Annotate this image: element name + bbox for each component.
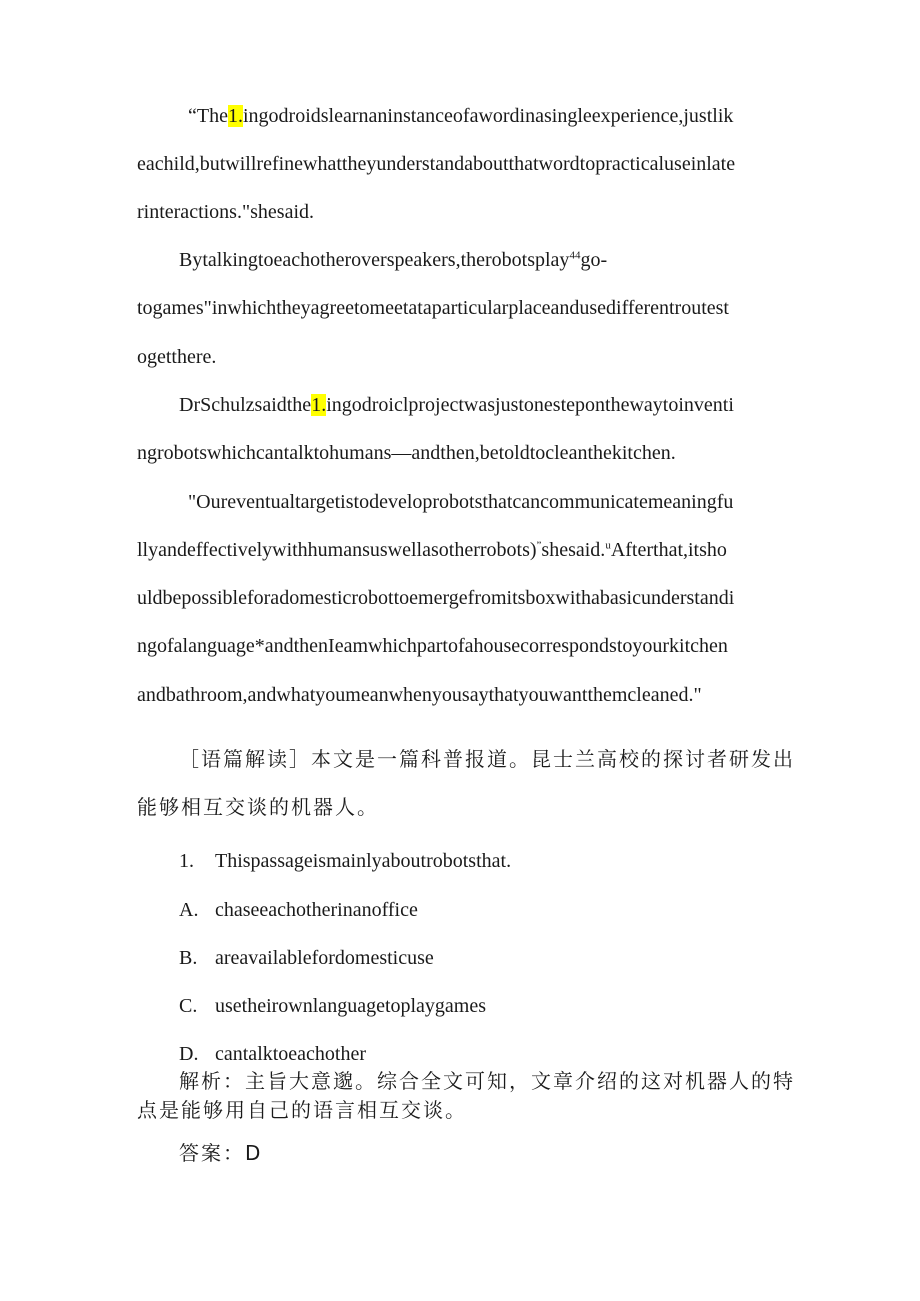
question-stem: 1. Thispassageismainlyaboutrobotsthat. (179, 850, 512, 872)
option-b: B. areavailablefordomesticuse (179, 947, 434, 969)
passage-p1-line3: rinteractions."shesaid. (137, 201, 315, 223)
passage-p4-line4: ngofalanguage*andthenIeamwhichpartofahousecorrespondstoyourkitchen (137, 635, 728, 657)
passage-p4-line2: llyandeffectivelywithhumansuswellasotherrobots)”shesaid.$^u$Afterthat,itsho (137, 539, 727, 561)
passage-p3-line1: DrSchulzsaidthe1.ingodroiclprojectwasjustonesteponthewaytoinventi (179, 394, 734, 416)
passage-p2-line1: Bytalkingtoeachotheroverspeakers,therobotsplay$^{44}$go- (179, 249, 608, 271)
answer-line: 答案：D (179, 1141, 263, 1165)
interpretation-line2: 能够相互交谈的机器人。 (137, 795, 379, 819)
passage-p4-line5: andbathroom,andwhatyoumeanwhenyousaythatyouwantthemcleaned." (137, 684, 702, 706)
passage-p2-line2: togames"inwhichtheyagreetomeetataparticularplaceandusedifferentroutest (137, 297, 729, 319)
passage-p2-line3: ogetthere. (137, 346, 217, 368)
option-a: A. chaseeachotherinanoffice (179, 899, 418, 921)
option-d: D. cantalktoeachother (179, 1043, 367, 1065)
analysis-line1: 解析：主旨大意邈。综合全文可知，文章介绍的这对机器人的特 (179, 1069, 795, 1093)
analysis-line2: 点是能够用自己的语言相互交谈。 (137, 1098, 467, 1122)
passage-p1-line1: “The1.ingodroidslearnaninstanceofawordinasingleexperience,justlik (188, 105, 734, 127)
option-c: C. usetheirownlanguagetoplaygames (179, 995, 487, 1017)
highlight-marker: 1. (227, 105, 243, 127)
interpretation-line1: ［语篇解读］本文是一篇科普报道。昆士兰高校的探讨者研发出 (179, 747, 795, 771)
passage-p4-line1: "Oureventualtargetistodeveloprobotsthatcancommunicatemeaningfu (188, 491, 734, 513)
passage-p3-line2: ngrobotswhichcantalktohumans—andthen,betoldtocleanthekitchen. (137, 442, 676, 464)
passage-p1-line2: eachild,butwillrefinewhattheyunderstandaboutthatwordtopracticaluseinlate (137, 153, 736, 175)
highlight-marker: 1. (311, 394, 327, 416)
passage-p4-line3: uldbepossibleforadomesticrobottoemergefromitsboxwithabasicunderstandi (137, 587, 735, 609)
